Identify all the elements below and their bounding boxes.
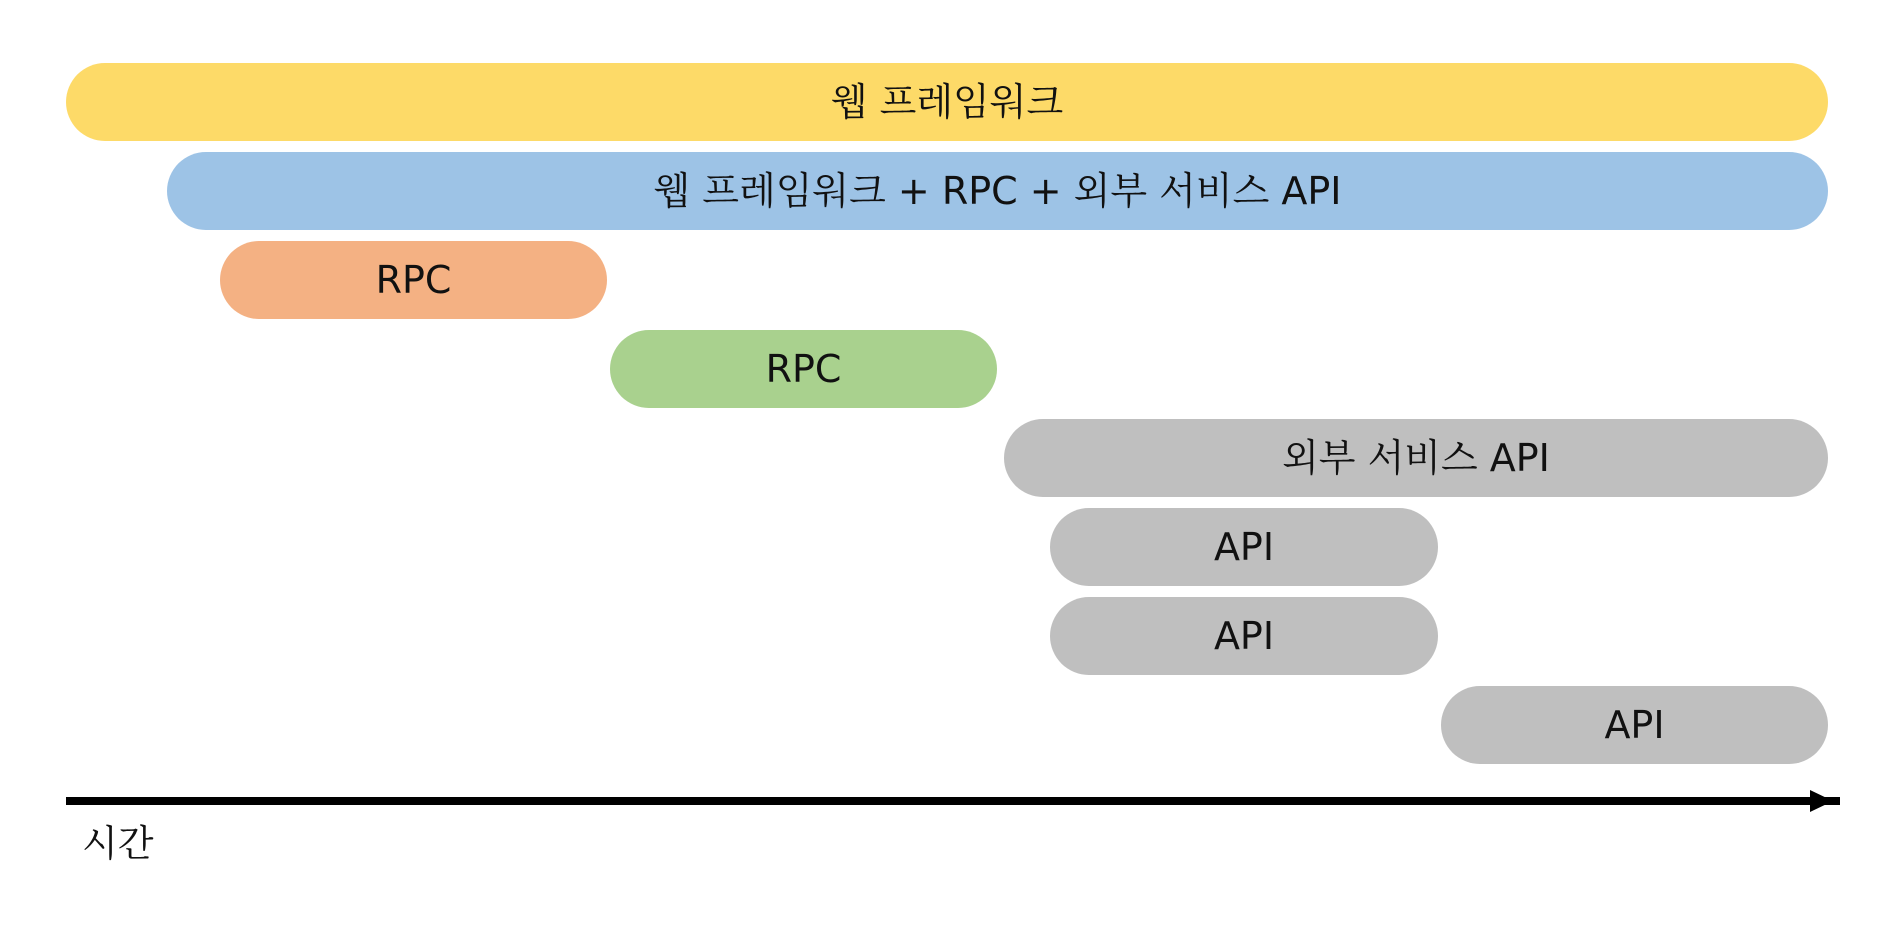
bar-label: 웹 프레임워크 + RPC + 외부 서비스 API xyxy=(653,169,1342,213)
bar-label: API xyxy=(1213,614,1275,658)
bar-label: API xyxy=(1604,703,1665,747)
bar-label: RPC xyxy=(765,347,842,391)
web-framework-bar xyxy=(66,63,1828,141)
bar-label: 외부 서비스 API xyxy=(1282,436,1550,480)
web-framework-rpc-external-api-bar xyxy=(167,152,1828,230)
bar-label: 웹 프레임워크 xyxy=(830,80,1064,124)
external-service-api-bar xyxy=(1004,419,1828,497)
time-axis-label: 시간 xyxy=(82,822,154,865)
time-axis-arrowhead-icon xyxy=(1810,790,1833,812)
rpc-bar-2 xyxy=(610,330,997,408)
time-axis-line xyxy=(66,797,1840,805)
api-bar-2 xyxy=(1050,597,1438,675)
api-bar-1 xyxy=(1050,508,1438,586)
api-bar-3 xyxy=(1441,686,1828,764)
bar-label: RPC xyxy=(375,258,452,302)
rpc-bar-1 xyxy=(220,241,607,319)
bar-label: API xyxy=(1213,525,1275,569)
